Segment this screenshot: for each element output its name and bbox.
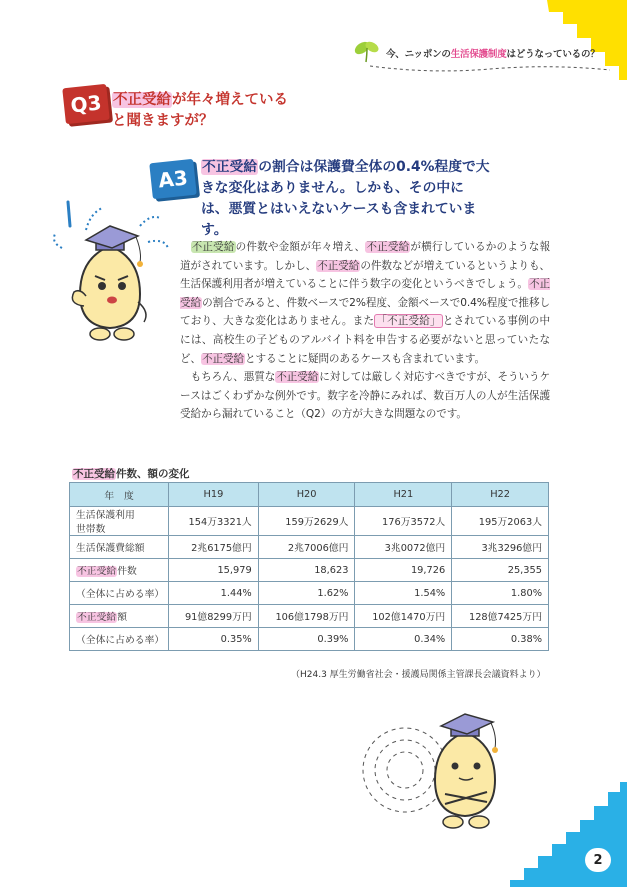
table-row-label: 不正受給額 <box>70 605 169 628</box>
body-text-run: とすることに疑問のあるケースも含まれています。 <box>244 352 485 365</box>
question-line1: が年々増えている <box>172 92 288 108</box>
mascot-arms-crossed-illustration <box>355 708 515 848</box>
question-text <box>112 90 288 132</box>
table-header-year: H19 <box>169 483 259 507</box>
table-cell: 102億1470万円 <box>355 605 452 628</box>
answer-text <box>201 157 491 241</box>
table-source-note: （H24.3 厚生労働省社会・援護局関係主管課長会議資料より） <box>291 670 546 680</box>
question-mark-term: 不正受給 <box>113 92 171 108</box>
table-cell: 0.35% <box>169 628 259 651</box>
body-text-run: とされている事例の中には、高校生の子どものアルバイト料を申告する必要がないと思っていたなど、 <box>180 315 551 365</box>
answer-mark-term: 不正受給 <box>202 159 258 175</box>
table-cell: 18,623 <box>258 559 355 582</box>
table-cell: 0.38% <box>452 628 549 651</box>
table-cell: 1.80% <box>452 582 549 605</box>
fraud-data-table <box>69 482 549 651</box>
table-cell: 1.44% <box>169 582 259 605</box>
body-text-run: もちろん、悪質な <box>190 371 276 384</box>
table-header-year: H20 <box>258 483 355 507</box>
leaf-icon <box>352 36 382 64</box>
table-title <box>72 466 190 481</box>
table-cell: 176万3572人 <box>355 507 452 536</box>
highlighted-term: 「不正受給」 <box>376 315 441 328</box>
table-cell: 15,979 <box>169 559 259 582</box>
header-title-highlight: 生活保護制度 <box>450 49 507 60</box>
body-paragraph-2 <box>180 368 550 424</box>
body-text-run: の件数や金額が年々増え、 <box>235 241 366 253</box>
table-header-year: H22 <box>452 483 549 507</box>
table-row <box>70 582 549 605</box>
answer-body: の割合は保護費全体の0.4%程度で大きな変化はありません。しかも、その中には、悪質とはいえないケースも含まれています。 <box>201 159 490 238</box>
header-title <box>386 46 600 60</box>
table-cell: 3兆0072億円 <box>355 536 452 559</box>
table-cell: 19,726 <box>355 559 452 582</box>
question-badge: Q3 <box>62 84 110 124</box>
body-text <box>180 238 550 424</box>
table-row-label: 生活保護利用 世帯数 <box>70 507 169 536</box>
table-cell: 154万3321人 <box>169 507 259 536</box>
highlighted-term: 不正受給 <box>202 352 244 365</box>
table-row-label: （全体に占める率） <box>70 582 169 605</box>
table-header-year-label: 年 度 <box>70 483 169 507</box>
header-title-pre: 今、ニッポンの <box>386 49 451 60</box>
body-text-run: の件数などが増えているというよりも、生活保護利用者が増えていることに伴う数字の変化というべきでしょう。 <box>180 259 551 291</box>
table-cell: 91億8299万円 <box>169 605 259 628</box>
answer-badge: A3 <box>149 159 197 199</box>
blue-corner-steps <box>510 782 627 887</box>
table-row <box>70 507 549 536</box>
table-title-mark: 不正受給 <box>73 468 115 480</box>
highlighted-term: 不正受給 <box>191 241 235 253</box>
table-cell: 1.54% <box>355 582 452 605</box>
header-title-post: はどうなっているの？ <box>506 49 600 60</box>
body-text-run: が横行しているかのような報道がされています。しかし、 <box>180 241 551 272</box>
table-cell: 1.62% <box>258 582 355 605</box>
table-row-label: 生活保護費総額 <box>70 536 169 559</box>
mascot-thinking-illustration <box>40 196 180 356</box>
table-cell: 0.34% <box>355 628 452 651</box>
question-line2: と聞きますが？ <box>112 113 214 129</box>
table-cell: 159万2629人 <box>258 507 355 536</box>
body-text-run: の割合でみると、件数ベースで2%程度、金額ベースで0.4%程度で推移しており、大きな変化はありません。また <box>180 296 550 328</box>
highlighted-term: 不正受給 <box>317 259 360 272</box>
table-row-label: （全体に占める率） <box>70 628 169 651</box>
highlighted-term: 不正受給 <box>366 241 410 253</box>
table-row <box>70 628 549 651</box>
body-text-run: に対しては厳しく対応すべきですが、そういうケースはごくわずかな例外です。数字を冷静にみれば、数百万人の人が生活保護受給から漏れていること（Q2）の方が大きな問題なのです。 <box>180 371 550 421</box>
table-cell: 106億1798万円 <box>258 605 355 628</box>
highlighted-term: 不正受給 <box>276 371 319 384</box>
table-header-row <box>70 483 549 507</box>
header-dashed-line <box>370 62 610 76</box>
yellow-corner-steps <box>527 0 627 90</box>
table-cell: 2兆6175億円 <box>169 536 259 559</box>
table-row <box>70 536 549 559</box>
table-cell: 128億7425万円 <box>452 605 549 628</box>
page-number: 2 <box>585 848 611 872</box>
table-row <box>70 559 549 582</box>
table-row <box>70 605 549 628</box>
body-paragraph-1 <box>180 238 550 368</box>
table-cell: 0.39% <box>258 628 355 651</box>
table-cell: 195万2063人 <box>452 507 549 536</box>
table-cell: 25,355 <box>452 559 549 582</box>
highlighted-term: 不正受給 <box>180 278 550 309</box>
table-header-year: H21 <box>355 483 452 507</box>
table-title-rest: 件数、額の変化 <box>116 468 190 480</box>
table-row-label: 不正受給件数 <box>70 559 169 582</box>
table-cell: 2兆7006億円 <box>258 536 355 559</box>
table-cell: 3兆3296億円 <box>452 536 549 559</box>
